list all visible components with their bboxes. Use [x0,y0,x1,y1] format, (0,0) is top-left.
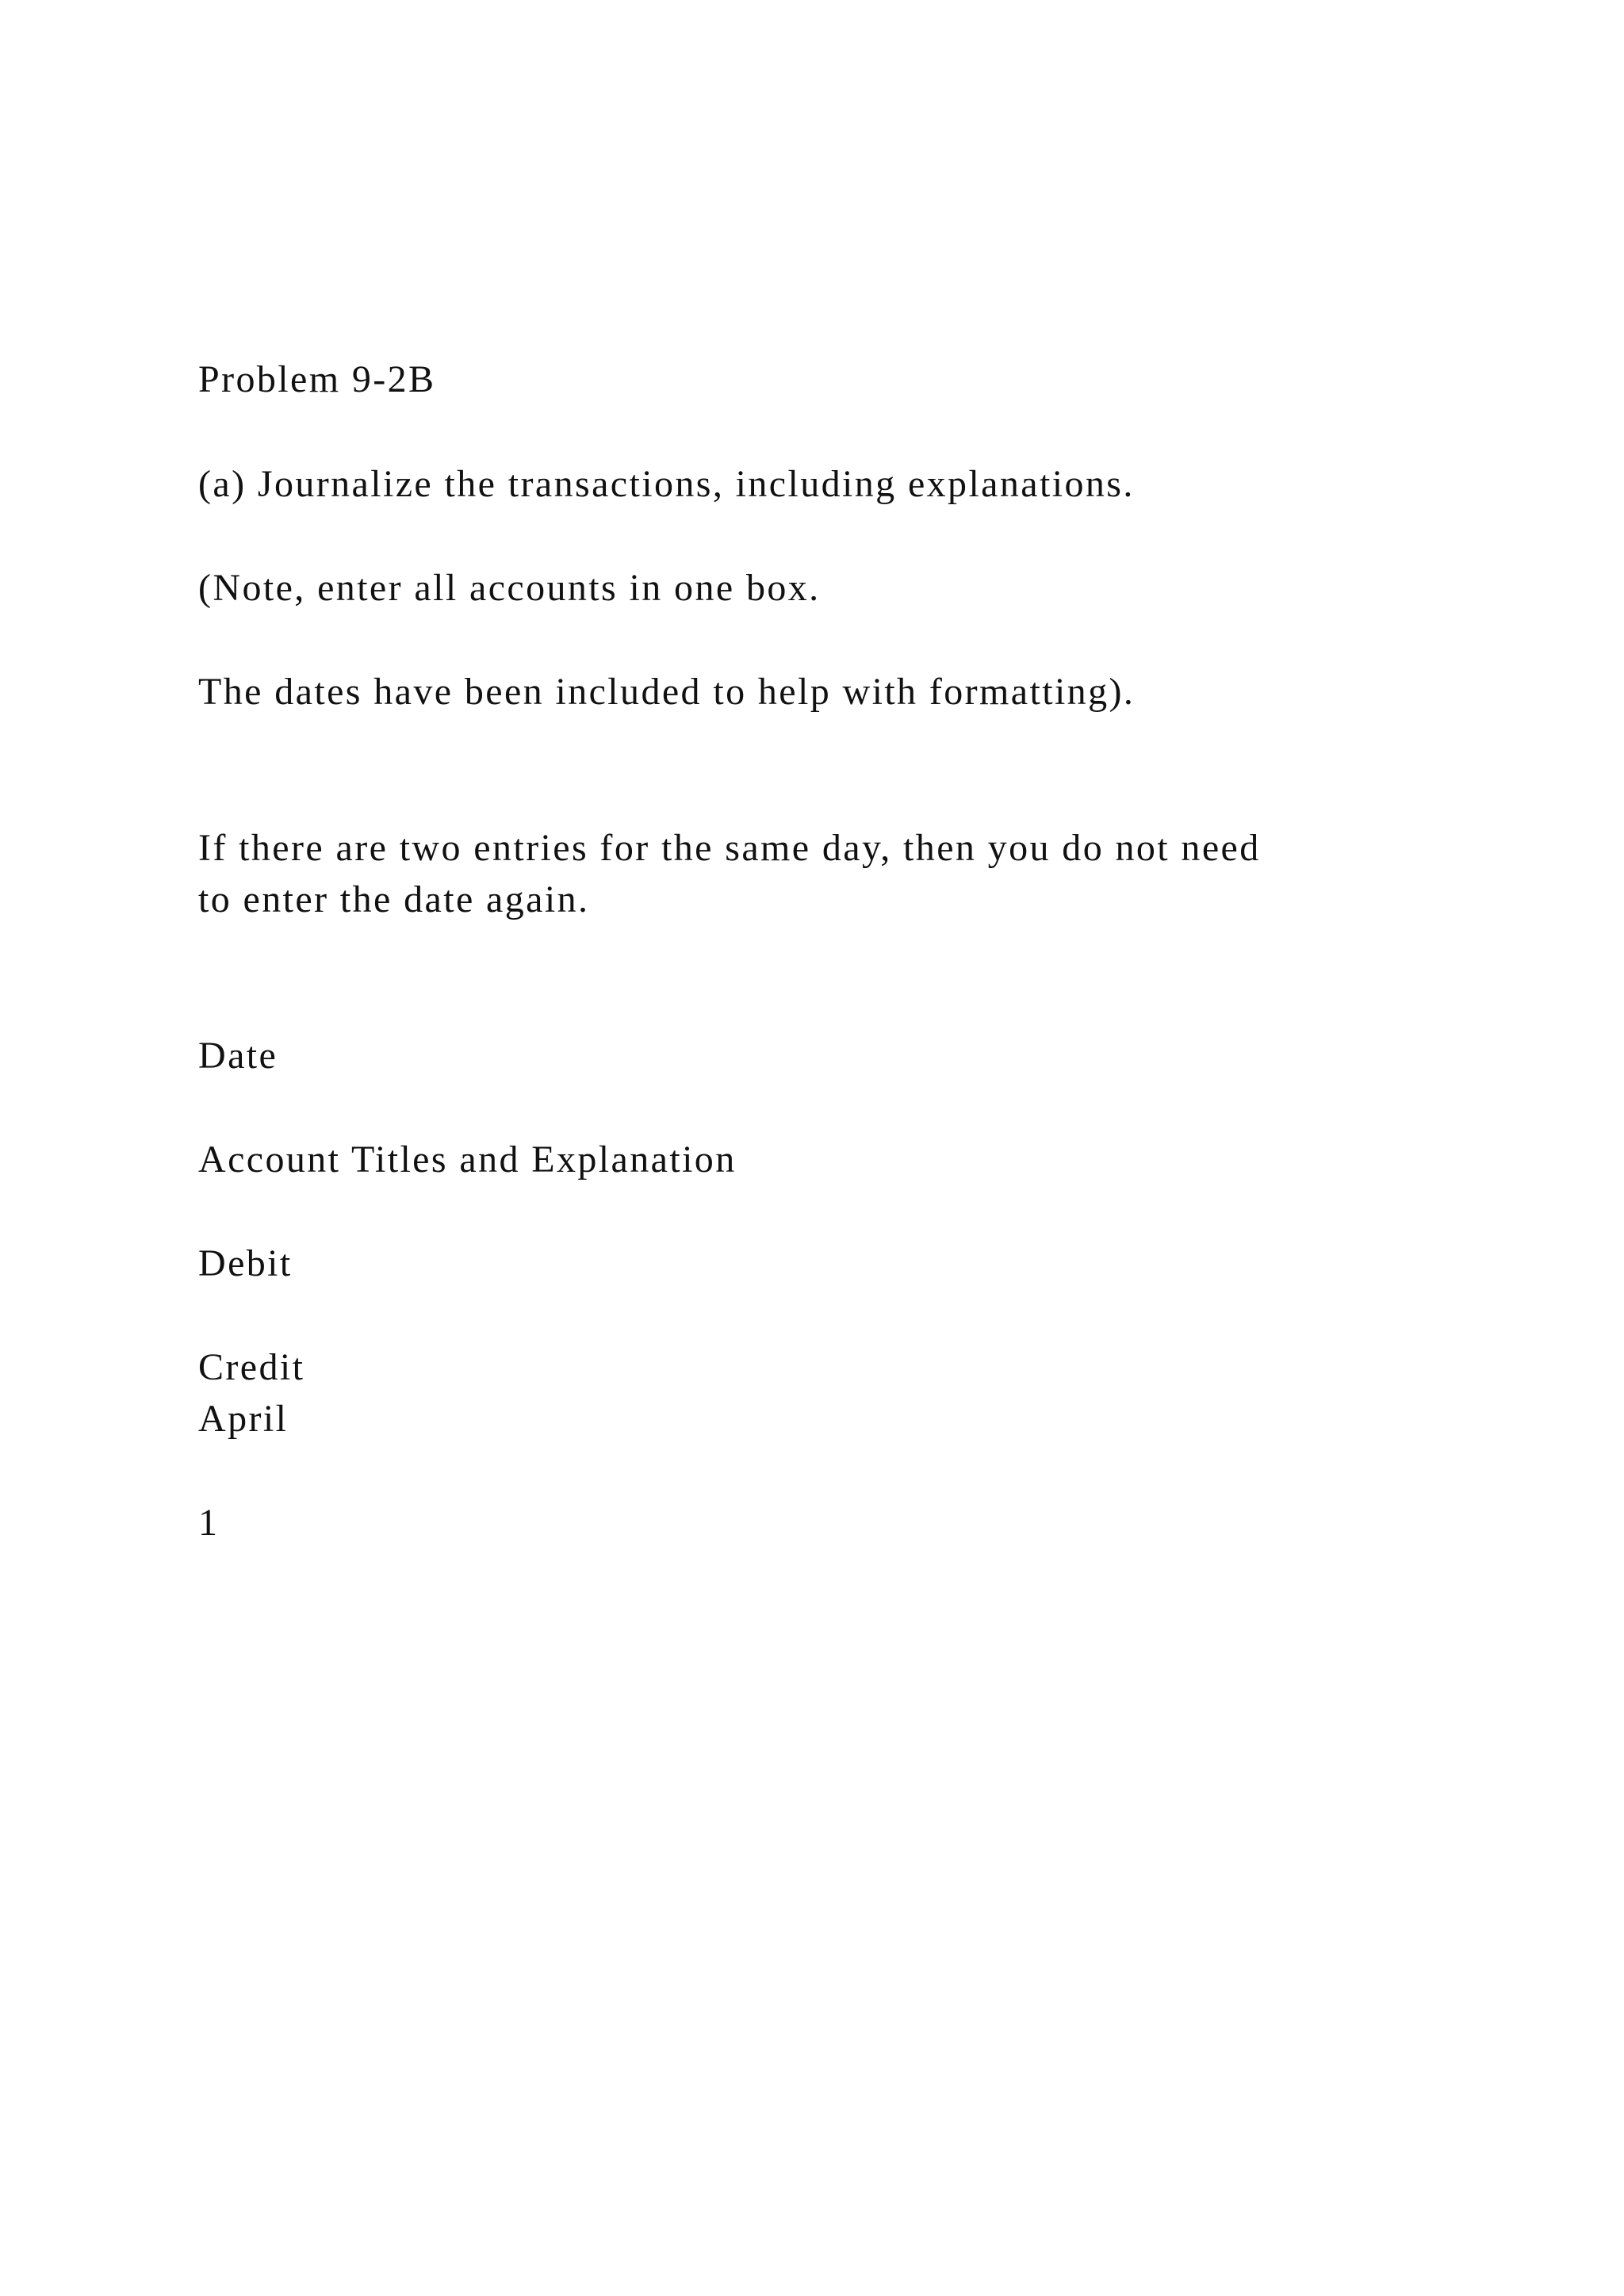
same-day-note-line-1: If there are two entries for the same day, then you do not need [198,827,1261,869]
entry-month: April [198,1398,289,1440]
note-line-dates: The dates have been included to help with formatting). [198,671,1136,713]
entry-day: 1 [198,1502,220,1544]
problem-title: Problem 9-2B [198,358,436,400]
header-account-titles: Account Titles and Explanation [198,1138,737,1181]
instruction-journalize: (a) Journalize the transactions, including explanations. [198,463,1135,505]
header-debit: Debit [198,1242,293,1284]
note-line-accounts: (Note, enter all accounts in one box. [198,567,821,609]
header-date: Date [198,1035,278,1077]
same-day-note-line-2: to enter the date again. [198,878,590,920]
header-credit: Credit [198,1346,305,1388]
